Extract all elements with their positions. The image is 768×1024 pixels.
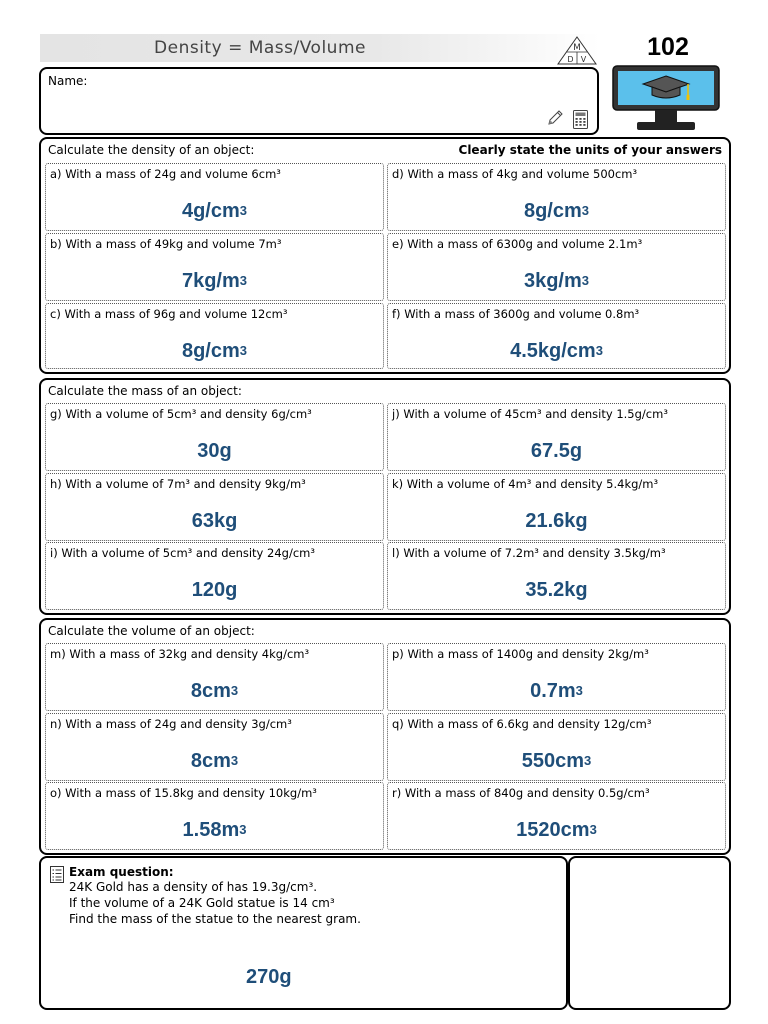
answer: $1.58m^3$ — [182, 819, 247, 841]
name-label: Name: — [48, 74, 88, 88]
answer: 120g — [191, 579, 238, 601]
answer: $3kg/m^3$ — [523, 270, 590, 292]
answer: $8cm^3$ — [190, 750, 239, 772]
question-cell-b[interactable] — [45, 233, 384, 301]
answer: $550cm^3$ — [521, 750, 592, 772]
sheet-number: 102 — [647, 33, 689, 61]
answer: $4g/cm^3$ — [181, 200, 248, 222]
section-heading: Calculate the volume of an object: — [48, 624, 255, 638]
exam-line: 24K Gold has a density of has 19.3g/cm³. — [69, 880, 318, 894]
answer: 63kg — [191, 510, 238, 532]
exam-question-box[interactable] — [39, 856, 568, 1010]
question-cell-i[interactable] — [45, 542, 384, 610]
question-cell-o[interactable] — [45, 782, 384, 850]
answer: $1520cm^3$ — [516, 819, 597, 841]
question-text: k) With a volume of 4m³ and density 5.4kg/m³ — [392, 477, 659, 491]
answer: 30g — [197, 440, 232, 462]
answer: 67.5g — [530, 440, 583, 462]
calculator-icon — [573, 110, 588, 129]
question-text: o) With a mass of 15.8kg and density 10kg/m³ — [50, 786, 317, 800]
name-box[interactable] — [39, 67, 599, 135]
volume-section — [39, 618, 731, 855]
question-text: j) With a volume of 45cm³ and density 1.5g/cm³ — [392, 407, 668, 421]
answer: $4.5kg/cm^3$ — [510, 340, 603, 362]
question-cell-j[interactable] — [387, 403, 726, 471]
question-text: f) With a mass of 3600g and volume 0.8m³ — [392, 307, 640, 321]
question-cell-m[interactable] — [45, 643, 384, 711]
question-cell-d[interactable] — [387, 163, 726, 231]
formula-v: V — [580, 55, 587, 64]
answer: 35.2kg — [525, 579, 588, 601]
question-cell-e[interactable] — [387, 233, 726, 301]
question-cell-a[interactable] — [45, 163, 384, 231]
title-bar — [40, 34, 600, 62]
pencil-icon — [546, 109, 564, 127]
answer: $8g/cm^3$ — [181, 340, 248, 362]
question-cell-f[interactable] — [387, 303, 726, 369]
question-cell-l[interactable] — [387, 542, 726, 610]
answer: $8g/cm^3$ — [523, 200, 590, 222]
question-cell-g[interactable] — [45, 403, 384, 471]
question-text: b) With a mass of 49kg and volume 7m³ — [50, 237, 282, 251]
question-text: g) With a volume of 5cm³ and density 6g/cm³ — [50, 407, 312, 421]
question-text: n) With a mass of 24g and density 3g/cm³ — [50, 717, 292, 731]
question-text: c) With a mass of 96g and volume 12cm³ — [50, 307, 288, 321]
question-cell-p[interactable] — [387, 643, 726, 711]
density-section — [39, 137, 731, 374]
question-cell-n[interactable] — [45, 713, 384, 781]
working-box[interactable] — [568, 856, 731, 1010]
question-cell-k[interactable] — [387, 473, 726, 541]
question-text: p) With a mass of 1400g and density 2kg/m³ — [392, 647, 649, 661]
answer: 21.6kg — [525, 510, 588, 532]
worksheet-title: Density = Mass/Volume — [154, 38, 366, 58]
question-text: h) With a volume of 7m³ and density 9kg/m³ — [50, 477, 306, 491]
question-cell-h[interactable] — [45, 473, 384, 541]
exam-line: Find the mass of the statue to the nearest gram. — [69, 912, 361, 926]
answer: $0.7m^3$ — [530, 680, 583, 702]
exam-title: Exam question: — [69, 865, 174, 879]
question-text: e) With a mass of 6300g and volume 2.1m³ — [392, 237, 643, 251]
units-instruction: Clearly state the units of your answers — [458, 143, 722, 157]
question-text: m) With a mass of 32kg and density 4kg/cm³ — [50, 647, 310, 661]
formula-d: D — [567, 55, 574, 64]
formula-m: M — [573, 43, 581, 53]
section-heading: Calculate the density of an object: — [48, 143, 255, 157]
mass-section — [39, 378, 731, 615]
question-text: d) With a mass of 4kg and volume 500cm³ — [392, 167, 638, 181]
computer-monitor-graduation-cap-icon — [611, 64, 723, 136]
question-text: i) With a volume of 5cm³ and density 24g/cm³ — [50, 546, 315, 560]
question-text: r) With a mass of 840g and density 0.5g/cm³ — [392, 786, 650, 800]
question-text: q) With a mass of 6.6kg and density 12g/cm³ — [392, 717, 652, 731]
section-heading: Calculate the mass of an object: — [48, 384, 242, 398]
answer: $8cm^3$ — [190, 680, 239, 702]
question-text: a) With a mass of 24g and volume 6cm³ — [50, 167, 281, 181]
question-cell-q[interactable] — [387, 713, 726, 781]
exam-line: If the volume of a 24K Gold statue is 14 cm³ — [69, 896, 335, 910]
worksheet-icon — [50, 866, 64, 883]
answer: $7kg/m^3$ — [181, 270, 248, 292]
formula-triangle-icon — [556, 36, 598, 66]
question-cell-r[interactable] — [387, 782, 726, 850]
question-cell-c[interactable] — [45, 303, 384, 369]
exam-answer: 270g — [246, 966, 292, 988]
question-text: l) With a volume of 7.2m³ and density 3.5kg/m³ — [392, 546, 666, 560]
